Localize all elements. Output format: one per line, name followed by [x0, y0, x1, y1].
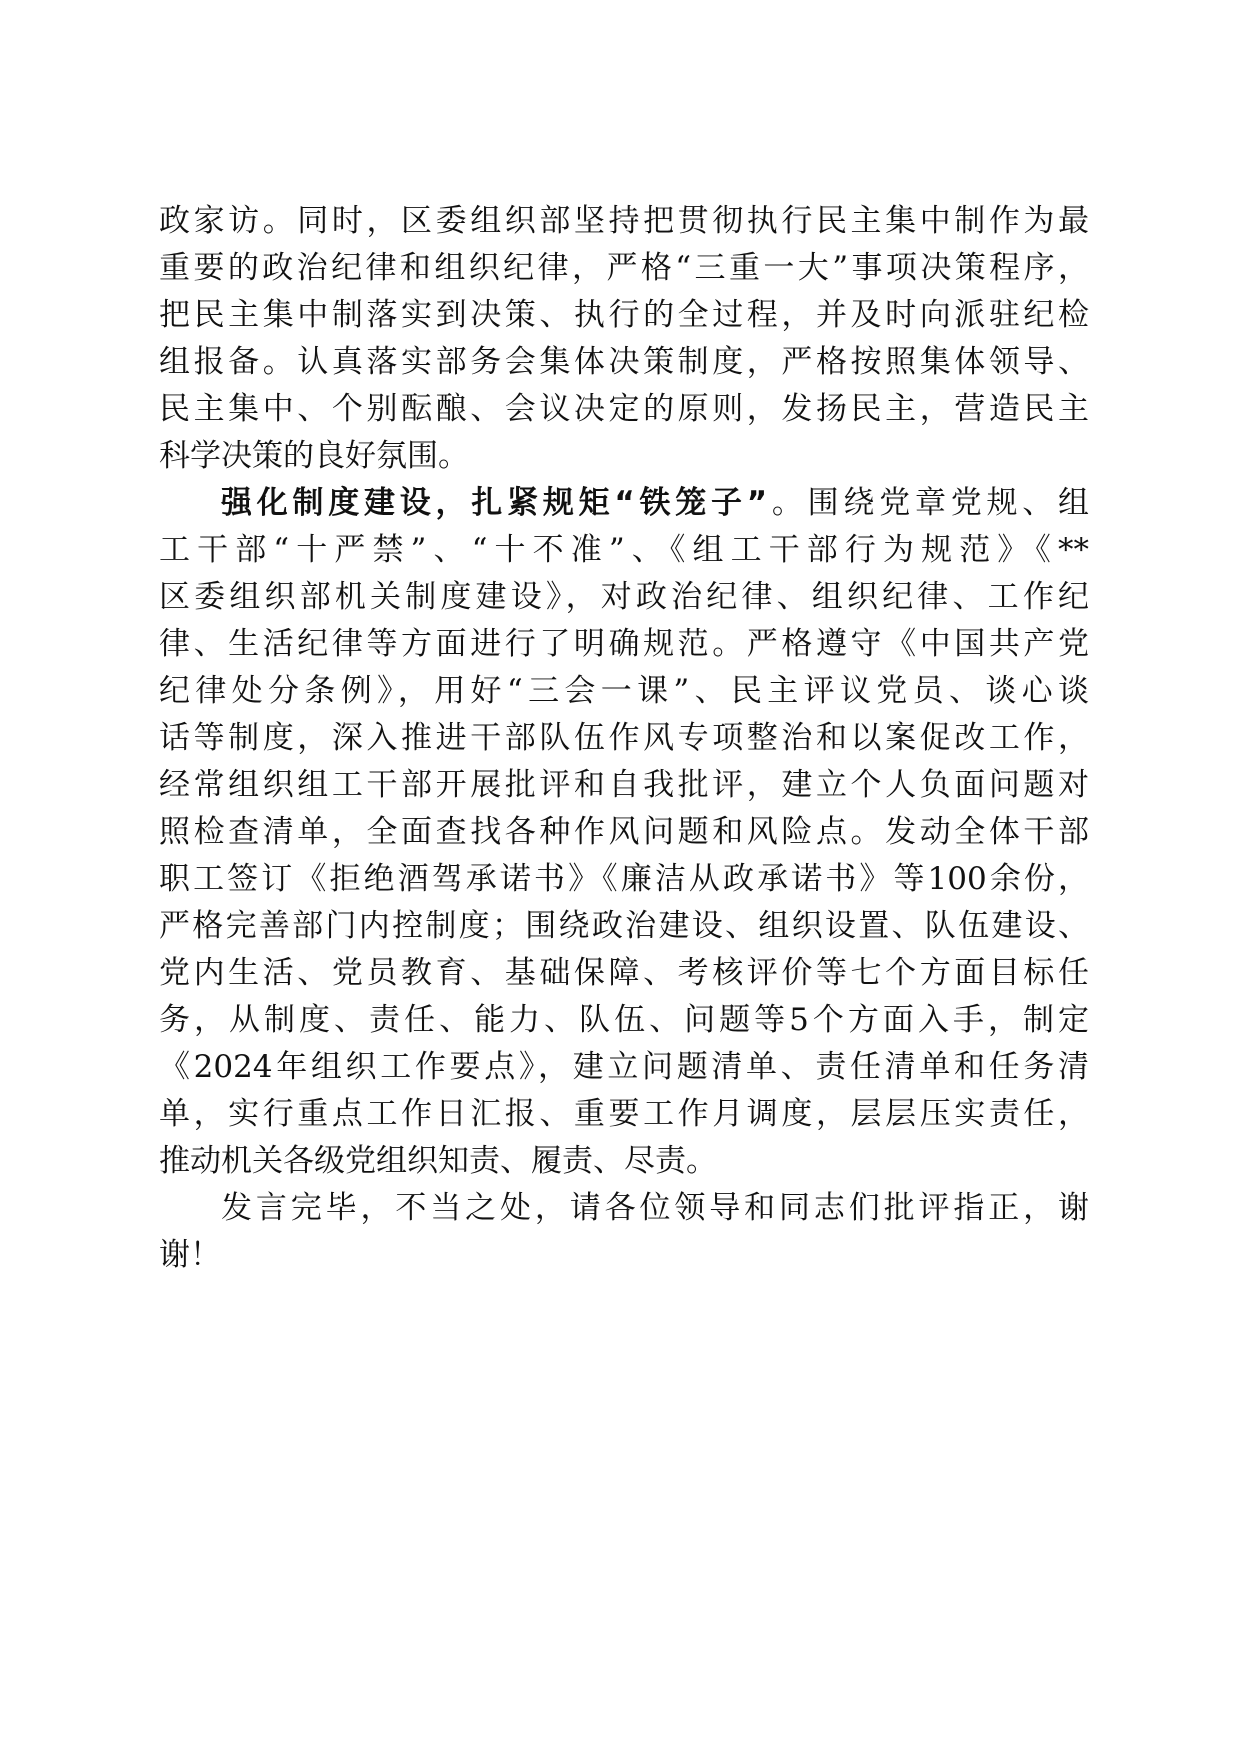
paragraph-closing-remarks: [159, 1185, 1089, 1279]
text-line: 区委组织部机关制度建设》，对政治纪律、组织纪律、工作纪: [159, 579, 1089, 615]
text-line: 发言完毕，不当之处，请各位领导和同志们批评指正，谢: [221, 1190, 1089, 1226]
text-line: 务，从制度、责任、能力、队伍、问题等5个方面入手，制定: [159, 1002, 1089, 1038]
text-line: 经常组织组工干部开展批评和自我批评，建立个人负面问题对: [159, 767, 1089, 803]
text-line: 照检查清单，全面查找各种作风问题和风险点。发动全体干部: [159, 814, 1089, 850]
paragraph-system-building: [159, 480, 1089, 1185]
paragraph-first-line: [159, 480, 1089, 527]
text-line: 纪律处分条例》，用好“三会一课”、民主评议党员、谈心谈: [159, 673, 1089, 709]
paragraph-democratic-centralism: [159, 198, 1089, 480]
text-line: 单，实行重点工作日汇报、重要工作月调度，层层压实责任，: [159, 1096, 1089, 1132]
text-line: 话等制度，深入推进干部队伍作风专项整治和以案促改工作，: [159, 720, 1089, 756]
text-run: 。围绕党章党规、组: [767, 485, 1089, 521]
text-line: 组报备。认真落实部务会集体决策制度，严格按照集体领导、: [159, 344, 1089, 380]
text-line: 推动机关各级党组织知责、履责、尽责。: [159, 1143, 717, 1179]
text-line: 党内生活、党员教育、基础保障、考核评价等七个方面目标任: [159, 955, 1089, 991]
text-line: 律、生活纪律等方面进行了明确规范。严格遵守《中国共产党: [159, 626, 1089, 662]
text-line: 科学决策的良好氛围。: [159, 438, 469, 474]
text-line: 重要的政治纪律和组织纪律，严格“三重一大”事项决策程序，: [159, 250, 1089, 286]
text-line: 把民主集中制落实到决策、执行的全过程，并及时向派驻纪检: [159, 297, 1089, 333]
text-line: 《2024年组织工作要点》，建立问题清单、责任清单和任务清: [159, 1049, 1089, 1085]
document-page: [159, 198, 1089, 1279]
text-line: 政家访。同时，区委组织部坚持把贯彻执行民主集中制作为最: [159, 203, 1089, 239]
text-line: 工干部“十严禁”、“十不准”、《组工干部行为规范》《**: [159, 532, 1089, 568]
text-line: 民主集中、个别酝酿、会议决定的原则，发扬民主，营造民主: [159, 391, 1089, 427]
text-line: 严格完善部门内控制度；围绕政治建设、组织设置、队伍建设、: [159, 908, 1089, 944]
section-heading: 强化制度建设，扎紧规矩“铁笼子”: [221, 485, 768, 521]
text-line: 谢！: [159, 1237, 221, 1273]
text-line: 职工签订《拒绝酒驾承诺书》《廉洁从政承诺书》等100余份，: [159, 861, 1089, 897]
